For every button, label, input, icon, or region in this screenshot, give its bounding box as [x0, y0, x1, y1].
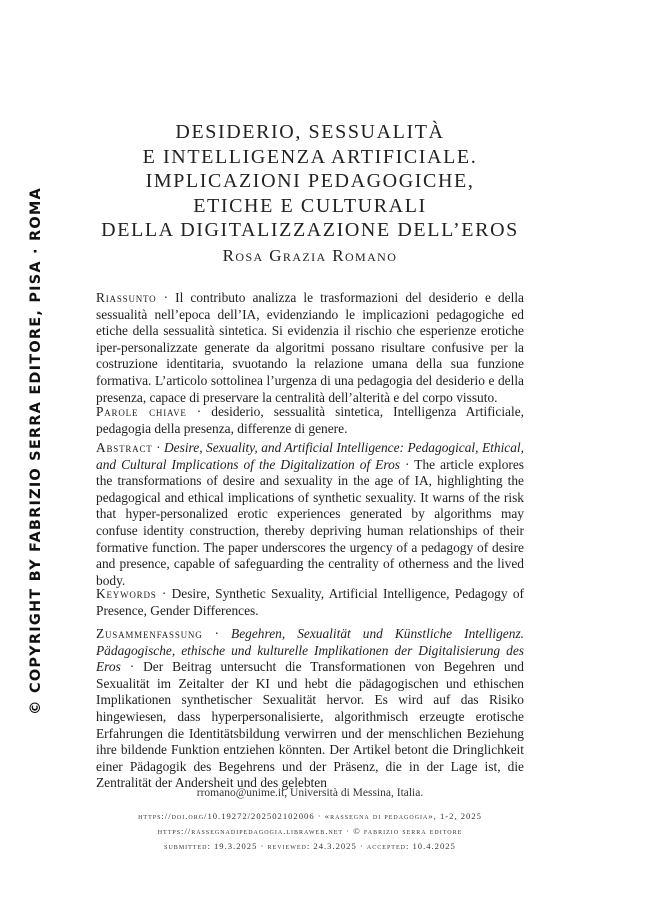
abstract-text: · The article explores the transformations of desire and sexuality in the age of IA, highlighting the pedagogical and ethical implications of synthetic sexuality. It warns of the risk that hyper-personalized erotic experiences generated by algorithms may confuse identity construction, thereby depriving human relationships of their formative function. The paper underscores the urgency of a pedagogy of desire and presence, capable of safeguarding the centrality of otherness and the lived body.	[96, 456, 524, 588]
title-line: DESIDERIO, SESSUALITÀ	[175, 121, 445, 143]
zusammenfassung-text: · Der Beitrag untersucht die Transformationen von Begehren und Sexualität im Zeitalter der KI und hebt die pädagogischen und ethischen Implikationen synthetischer Sexualität hervor. Es wird auf das Risiko hingewiesen, dass hyperpersonalisierte, algorithmisch erzeugte erotische Erfahrungen die Identitätsbildung verwirren und der menschlichen Beziehung ihre bildende Funktion entziehen könnten. Der Artikel betont die Dringlichkeit einer Pädagogik des Begehrens und der Präsenz, die in der Lage ist, die Zentralität der Andersheit und des gelebten	[96, 659, 524, 791]
keywords-text: · Desire, Synthetic Sexuality, Artificial Intelligence, Pedagogy of Presence, Gender Differences.	[96, 586, 524, 618]
title-line: DELLA DIGITALIZZAZIONE DELL’EROS	[101, 219, 519, 241]
abstract-title: Desire, Sexuality, and Artificial Intelligence: Pedagogical, Ethical, and Cultural Implications of the Digitalization of Eros	[96, 440, 525, 472]
parole-chiave-paragraph	[96, 404, 524, 437]
riassunto-paragraph	[96, 290, 524, 406]
riassunto-label: Riassunto	[96, 290, 157, 305]
abstract-separator: ·	[152, 440, 165, 455]
title-line: IMPLICAZIONI PEDAGOGICHE,	[145, 170, 475, 192]
title-line: E INTELLIGENZA ARTIFICIALE.	[142, 145, 478, 168]
abstract-paragraph	[96, 440, 524, 589]
parole-chiave-text: · desiderio, sessualità sintetica, Intelligenza Artificiale, pedagogia della presenza, differenze di genere.	[96, 404, 525, 436]
parole-chiave-label: Parole chiave	[96, 404, 187, 419]
doi-line[interactable]: https://doi.org/10.19272/202502102006 · «rassegna di pedagogia», 1-2, 2025	[138, 811, 482, 821]
zusammenfassung-label: Zusammenfassung	[96, 626, 203, 641]
article-title	[96, 120, 524, 243]
keywords-label: Keywords	[96, 586, 157, 601]
dates-line: submitted: 19.3.2025 · reviewed: 24.3.2025 · accepted: 10.4.2025	[164, 841, 456, 851]
author-email-affiliation: rromano@unime.it, Università di Messina, Italia.	[196, 787, 424, 799]
zusammenfassung-title: Begehren, Sexualität und Künstliche Intelligenz. Pädagogische, ethische und kulturelle Implikationen der Digitalisierung des Eros	[96, 626, 524, 675]
zusammenfassung-separator: ·	[202, 626, 232, 641]
riassunto-text: · Il contributo analizza le trasformazioni del desiderio e della sessualità nell’epoca dell’IA, evidenziando le implicazioni pedagogiche ed etiche della sessualità sintetica. Si evidenzia il rischio che esperienze erotiche iper-personalizzate generate da algoritmi possano risultare confusive per la costruzione identitaria, svuotando la relazione umana della sua funzione formativa. L’articolo sottolinea l’urgenza di una pedagogia del desiderio e della presenza, capace di preservare la centralità dell’alterità e del corpo vissuto.	[96, 290, 524, 405]
abstract-label: Abstract	[96, 440, 153, 455]
title-line: ETICHE E CULTURALI	[193, 194, 427, 217]
website-line[interactable]: https://rassegnadipedagogia.libraweb.net · © fabrizio serra editore	[157, 826, 463, 836]
copyright-sidebar: © COPYRIGHT BY FABRIZIO SERRA EDITORE, PISA · ROMA	[28, 187, 44, 715]
keywords-paragraph	[96, 586, 524, 619]
zusammenfassung-paragraph	[96, 626, 524, 792]
author-name: Rosa Grazia Romano	[222, 246, 398, 265]
